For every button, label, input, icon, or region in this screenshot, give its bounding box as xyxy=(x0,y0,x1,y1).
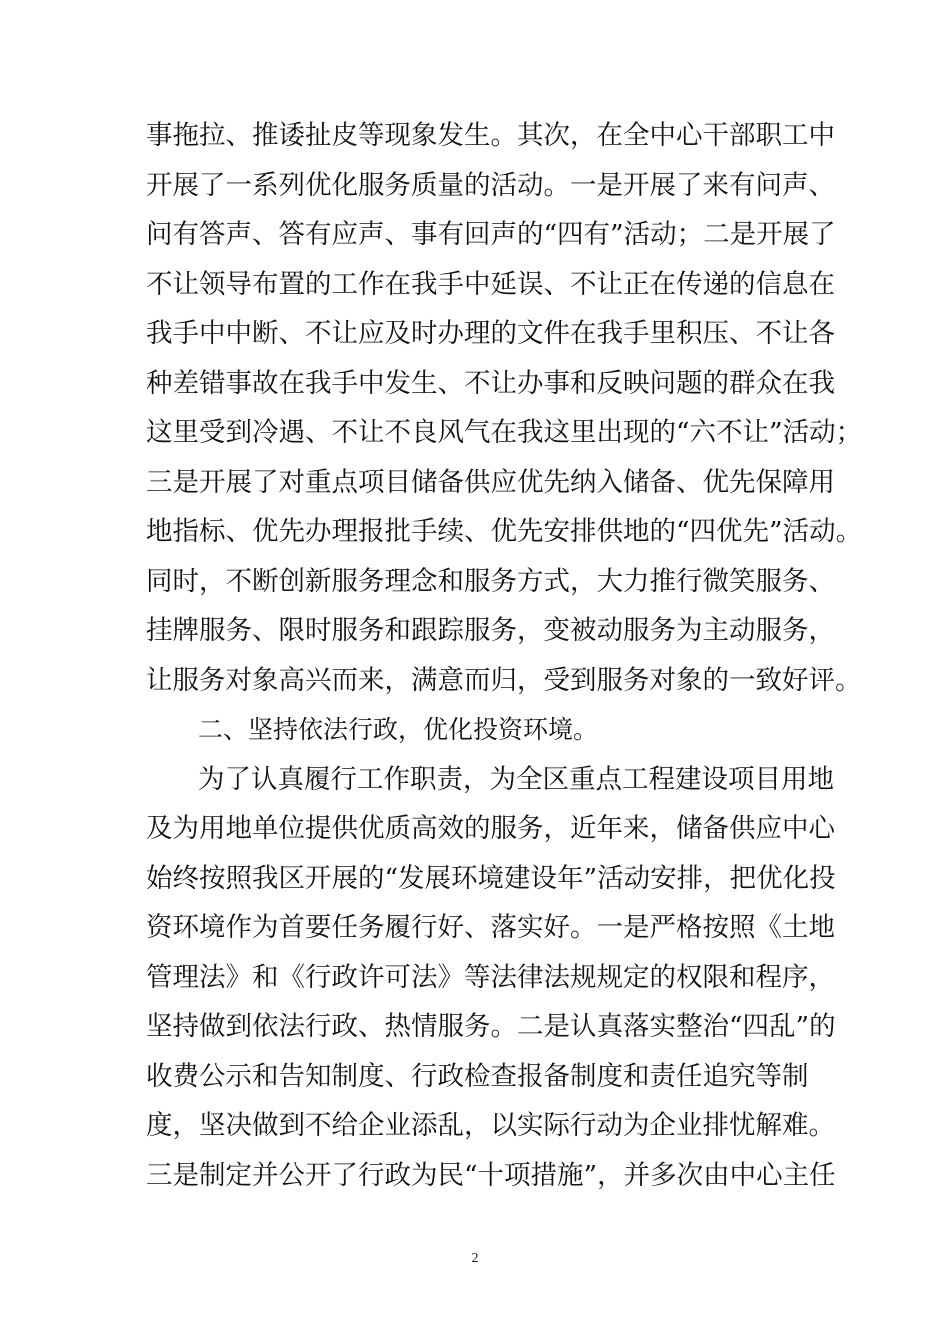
text-line: 资环境作为首要任务履行好、落实好。一是严格按照《土地 xyxy=(146,912,835,943)
text-line: 这里受到冷遇、不让不良风气在我这里出现的“六不让”活动； xyxy=(146,417,863,448)
text-line: 不让领导布置的工作在我手中延误、不让正在传递的信息在 xyxy=(146,268,835,300)
text-line: 地指标、优先办理报批手续、优先安排供地的“四优先”活动。 xyxy=(146,516,863,547)
text-line: 及为用地单位提供优质高效的服务，近年来，储备供应中心 xyxy=(146,813,835,844)
text-line: 我手中中断、不让应及时办理的文件在我手里积压、不让各 xyxy=(146,318,835,349)
text-line: 始终按照我区开展的“发展环境建设年”活动安排，把优化投 xyxy=(146,862,836,894)
text-line: 种差错事故在我手中发生、不让办事和反映问题的群众在我 xyxy=(146,367,835,399)
text-line: 收费公示和告知制度、行政检查报备制度和责任追究等制 xyxy=(146,1060,809,1092)
body-text xyxy=(146,111,863,1200)
paragraph-start-line: 为了认真履行工作职责，为全区重点工程建设项目用地 xyxy=(198,763,834,795)
text-line: 挂牌服务、限时服务和跟踪服务，变被动服务为主动服务， xyxy=(146,615,835,646)
section-heading: 二、坚持依法行政，优化投资环境。 xyxy=(198,715,599,744)
text-line: 度，坚决做到不给企业添乱，以实际行动为企业排忧解难。 xyxy=(146,1110,835,1141)
text-line: 管理法》和《行政许可法》等法律法规规定的权限和程序， xyxy=(146,961,835,993)
text-line: 三是开展了对重点项目储备供应优先纳入储备、优先保障用 xyxy=(146,466,835,498)
text-line: 问有答声、答有应声、事有回声的“四有”活动；二是开展了 xyxy=(146,219,836,250)
text-line: 让服务对象高兴而来，满意而归，受到服务对象的一致好评。 xyxy=(146,664,862,696)
text-line: 三是制定并公开了行政为民“十项措施”，并多次由中心主任 xyxy=(146,1159,836,1191)
text-line: 开展了一系列优化服务质量的活动。一是开展了来有问声、 xyxy=(146,169,835,201)
text-line: 坚持做到依法行政、热情服务。二是认真落实整治“四乱”的 xyxy=(146,1011,836,1042)
text-line: 事拖拉、推诿扯皮等现象发生。其次，在全中心干部职工中 xyxy=(146,120,835,151)
page-number: 2 xyxy=(471,1251,479,1266)
text-line: 同时，不断创新服务理念和服务方式，大力推行微笑服务、 xyxy=(146,565,835,597)
